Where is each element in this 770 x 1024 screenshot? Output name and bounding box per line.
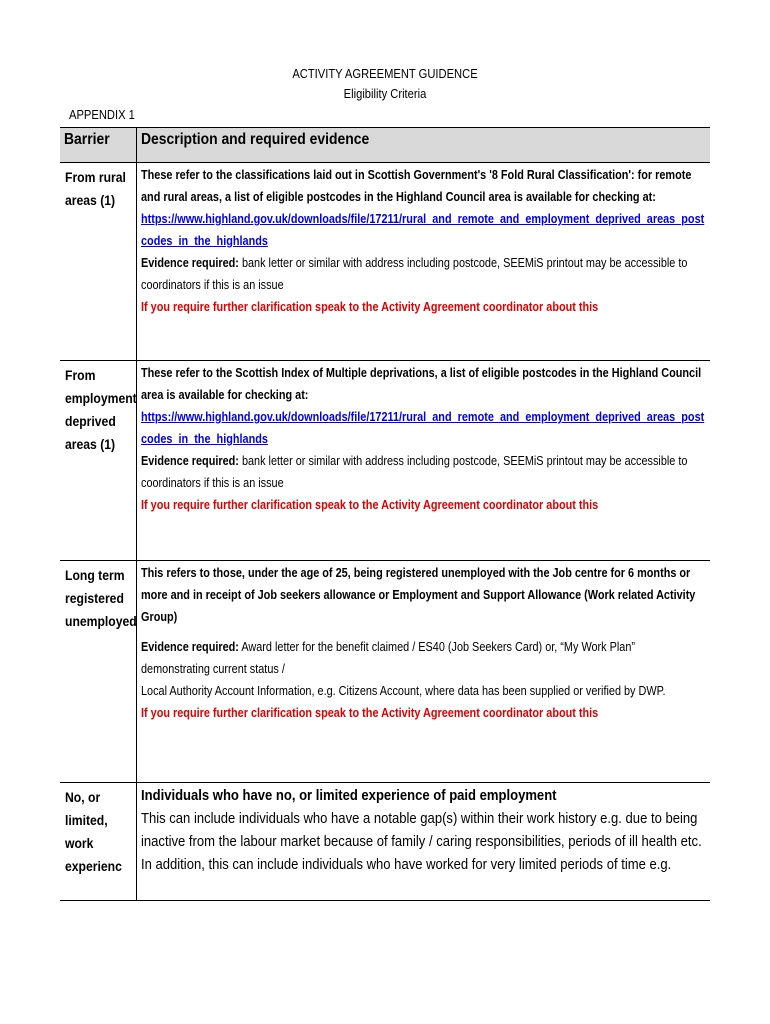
postcodes-link[interactable]: https://www.highland.gov.uk/downloads/file/17211/rural_and_remote_and_employment_deprived_areas_postcodes_in_the_highlands: [140, 410, 704, 446]
table-row: [60, 361, 710, 561]
description-cell: [136, 361, 710, 561]
barrier-cell: No, or limited, work experienc: [60, 783, 136, 901]
evidence-text: Award letter for the benefit claimed / ES40 (Job Seekers Card) or, “My Work Plan” demonstrating current status /: [140, 640, 635, 676]
criteria-heading: Individuals who have no, or limited experience of paid employment: [140, 787, 557, 804]
evidence-text: bank letter or similar with address including postcode, SEEMiS printout may be accessible to coordinators if this is an issue: [140, 454, 687, 490]
document-title: ACTIVITY AGREEMENT GUIDENCE: [292, 66, 478, 81]
description-cell: [136, 783, 710, 901]
evidence-label: Evidence required:: [140, 256, 239, 270]
barrier-cell: Long term registered unemployed: [60, 561, 136, 783]
evidence-label: Evidence required:: [140, 640, 239, 654]
criteria-text-2: In addition, this can include individuals who have worked for very limited periods of time e.g.: [140, 856, 671, 873]
column-header-description: Description and required evidence: [136, 128, 710, 163]
evidence-text-2: Local Authority Account Information, e.g. Citizens Account, where data has been supplied or verified by DWP.: [140, 684, 666, 698]
barrier-cell: From employment deprived areas (1): [60, 361, 136, 561]
document-header: [0, 64, 770, 104]
clarification-note: If you require further clarification speak to the Activity Agreement coordinator about this: [140, 498, 598, 512]
evidence-label: Evidence required:: [140, 454, 239, 468]
clarification-note: If you require further clarification speak to the Activity Agreement coordinator about this: [140, 706, 598, 720]
table-header-row: [60, 128, 710, 163]
criteria-intro: These refer to the classifications laid out in Scottish Government's '8 Fold Rural Classification': for remote and rural areas, a list of eligible postcodes in the Highland Council area is available for checking at:: [140, 168, 691, 204]
criteria-text: This can include individuals who have a notable gap(s) within their work history e.g. due to being inactive from the labour market because of family / caring responsibilities, periods of ill health etc.: [140, 810, 702, 850]
description-cell: [136, 561, 710, 783]
evidence-text: bank letter or similar with address including postcode, SEEMiS printout may be accessible to coordinators if this is an issue: [140, 256, 687, 292]
appendix-label: APPENDIX 1: [69, 107, 135, 122]
document-subtitle: Eligibility Criteria: [343, 86, 427, 101]
postcodes-link[interactable]: https://www.highland.gov.uk/downloads/file/17211/rural_and_remote_and_employment_deprived_areas_postcodes_in_the_highlands: [140, 212, 704, 248]
criteria-intro: This refers to those, under the age of 25, being registered unemployed with the Job centre for 6 months or more and in receipt of Job seekers allowance or Employment and Support Allowance (Work related Activity Group): [140, 566, 695, 624]
clarification-note: If you require further clarification speak to the Activity Agreement coordinator about this: [140, 300, 598, 314]
table-row: [60, 783, 710, 901]
table-row: [60, 561, 710, 783]
eligibility-table: [60, 127, 710, 901]
barrier-cell: From rural areas (1): [60, 163, 136, 361]
description-cell: [136, 163, 710, 361]
criteria-intro: These refer to the Scottish Index of Multiple deprivations, a list of eligible postcodes in the Highland Council area is available for checking at:: [140, 366, 701, 402]
table-row: [60, 163, 710, 361]
column-header-barrier: Barrier: [60, 128, 136, 163]
